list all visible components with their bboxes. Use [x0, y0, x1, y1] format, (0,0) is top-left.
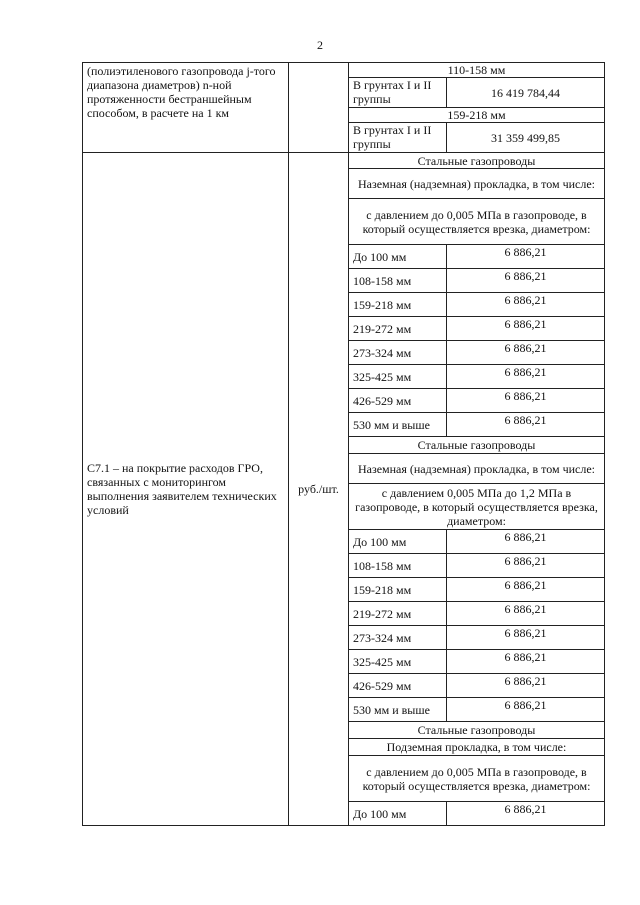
- page-number: 2: [317, 38, 323, 52]
- diameter-label: 219-272 мм: [349, 317, 447, 341]
- diameter-label: 273-324 мм: [349, 626, 447, 650]
- diameter-label: 108-158 мм: [349, 554, 447, 578]
- tariff-value: 6 886,21: [447, 578, 605, 602]
- tariff-value: 6 886,21: [447, 245, 605, 269]
- laying-type-header: Наземная (надземная) прокладка, в том числе:: [349, 454, 605, 484]
- tariff-value: 6 886,21: [447, 389, 605, 413]
- soil-group-label: В грунтах I и II группы: [349, 123, 447, 153]
- pipe-type-header: Стальные газопроводы: [349, 437, 605, 454]
- tariff-value: 31 359 499,85: [447, 123, 605, 153]
- table-row: [83, 63, 605, 78]
- diameter-label: 426-529 мм: [349, 389, 447, 413]
- diameter-label: 325-425 мм: [349, 365, 447, 389]
- pressure-header: с давлением до 0,005 МПа в газопроводе, в который осуществляется врезка, диаметром:: [349, 199, 605, 245]
- tariff-value: 6 886,21: [447, 554, 605, 578]
- diameter-label: 426-529 мм: [349, 674, 447, 698]
- tariff-value: 6 886,21: [447, 802, 605, 826]
- diameter-label: 159-218 мм: [349, 293, 447, 317]
- diameter-label: 159-218 мм: [349, 578, 447, 602]
- row-description: С7.1 – на покрытие расходов ГРО, связанных с мониторингом выполнения заявителем технических условий: [83, 153, 289, 826]
- tariff-table: [82, 62, 605, 826]
- tariff-value: 6 886,21: [447, 317, 605, 341]
- diameter-label: До 100 мм: [349, 802, 447, 826]
- pressure-header: с давлением 0,005 МПа до 1,2 МПа в газопроводе, в который осуществляется врезка, диаметром:: [349, 484, 605, 530]
- row-description: (полиэтиленового газопровода j-того диапазона диаметров) n-ной протяженности бестраншейным способом, в расчете на 1 км: [83, 63, 289, 153]
- diameter-label: 325-425 мм: [349, 650, 447, 674]
- tariff-value: 6 886,21: [447, 650, 605, 674]
- diameter-range-header: 110-158 мм: [349, 63, 605, 78]
- tariff-value: 6 886,21: [447, 365, 605, 389]
- tariff-value: 6 886,21: [447, 674, 605, 698]
- pipe-type-header: Стальные газопроводы: [349, 722, 605, 739]
- laying-type-header: Наземная (надземная) прокладка, в том числе:: [349, 169, 605, 199]
- pipe-type-header: Стальные газопроводы: [349, 153, 605, 169]
- pressure-header: с давлением до 0,005 МПа в газопроводе, в который осуществляется врезка, диаметром:: [349, 756, 605, 802]
- tariff-value: 6 886,21: [447, 341, 605, 365]
- tariff-value: 16 419 784,44: [447, 78, 605, 108]
- diameter-label: 108-158 мм: [349, 269, 447, 293]
- row-unit: руб./шт.: [289, 153, 349, 826]
- tariff-value: 6 886,21: [447, 293, 605, 317]
- tariff-value: 6 886,21: [447, 269, 605, 293]
- diameter-label: 530 мм и выше: [349, 698, 447, 722]
- table-row: [83, 153, 605, 169]
- diameter-label: До 100 мм: [349, 530, 447, 554]
- row-unit: [289, 63, 349, 153]
- tariff-value: 6 886,21: [447, 602, 605, 626]
- soil-group-label: В грунтах I и II группы: [349, 78, 447, 108]
- diameter-label: 530 мм и выше: [349, 413, 447, 437]
- diameter-range-header: 159-218 мм: [349, 108, 605, 123]
- tariff-value: 6 886,21: [447, 698, 605, 722]
- tariff-value: 6 886,21: [447, 413, 605, 437]
- tariff-value: 6 886,21: [447, 530, 605, 554]
- tariff-value: 6 886,21: [447, 626, 605, 650]
- diameter-label: До 100 мм: [349, 245, 447, 269]
- laying-type-header: Подземная прокладка, в том числе:: [349, 739, 605, 756]
- diameter-label: 273-324 мм: [349, 341, 447, 365]
- diameter-label: 219-272 мм: [349, 602, 447, 626]
